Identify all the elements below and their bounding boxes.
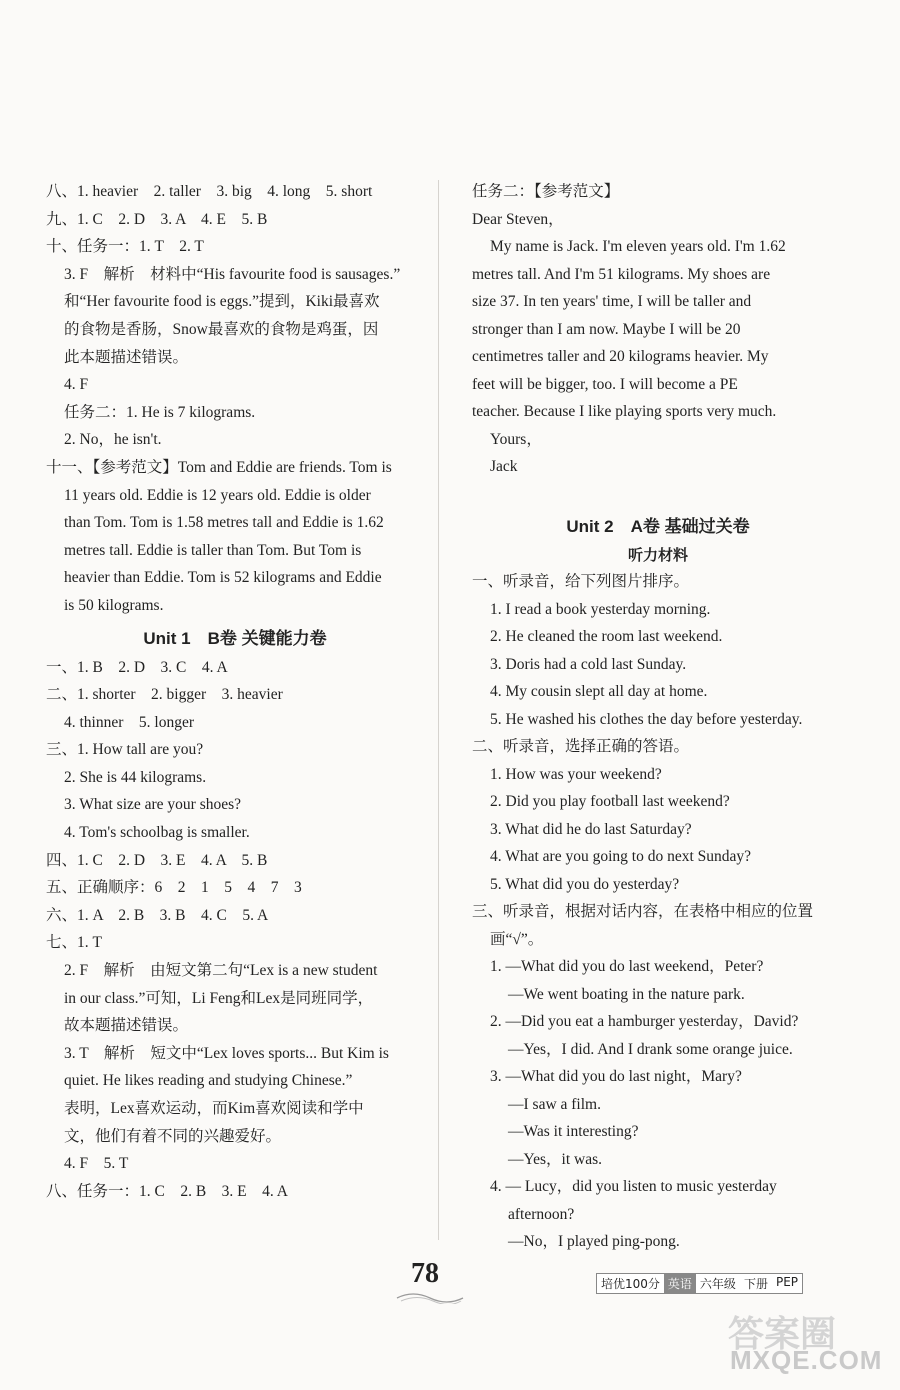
text-line: 3. What did he do last Saturday? — [490, 820, 692, 838]
book-series-tag — [596, 1273, 803, 1294]
text-line: —We went boating in the nature park. — [508, 985, 745, 1003]
text-line: size 37. In ten years' time, I will be taller and — [472, 293, 752, 310]
section-title: Unit 2 A卷 基础过关卷 — [566, 517, 750, 536]
watermark-url: MXQE.COM — [730, 1345, 883, 1375]
watermark-text: 答案圈 — [728, 1314, 837, 1355]
text-line: —Was it interesting? — [508, 1123, 639, 1140]
text-line: 任务二：【参考范文】 — [472, 183, 620, 200]
tag-brand: 培优100分 — [597, 1274, 664, 1293]
text-line: 十一、【参考范文】Tom and Eddie are friends. Tom is — [46, 458, 392, 476]
text-line: —Yes，I did. And I drank some orange juice. — [508, 1040, 793, 1058]
text-line: 任务二：1. He is 7 kilograms. — [64, 403, 256, 421]
text-line: 2. F 解析 由短文第二句“Lex is a new student — [64, 962, 378, 980]
text-line: —No，I played ping-pong. — [508, 1233, 680, 1250]
text-line: 二、听录音，选择正确的答语。 — [472, 738, 690, 755]
text-line: 六、1. A 2. B 3. B 4. C 5. A — [46, 906, 269, 924]
text-line: feet will be bigger, too. I will become a PE — [472, 375, 738, 393]
text-line: 5. What did you do yesterday? — [490, 875, 680, 893]
text-line: 和“Her favourite food is eggs.”提到，Kiki最喜欢 — [64, 293, 380, 311]
text-line: 四、1. C 2. D 3. E 4. A 5. B — [46, 851, 268, 869]
text-line: 1. —What did you do last weekend，Peter? — [490, 958, 764, 975]
text-line: —Yes，it was. — [508, 1150, 603, 1168]
text-line: 画“√”。 — [490, 930, 544, 948]
text-line: 十、任务一：1. T 2. T — [46, 238, 204, 256]
tag-term: 下册 — [740, 1274, 772, 1293]
text-line: 1. I read a book yesterday morning. — [490, 600, 711, 618]
text-line: 故本题描述错误。 — [64, 1017, 189, 1035]
tag-subject: 英语 — [664, 1274, 696, 1293]
text-line: 3. T 解析 短文中“Lex loves sports... But Kim is — [64, 1044, 389, 1062]
text-line: 4. thinner 5. longer — [64, 713, 195, 731]
text-line: afternoon? — [508, 1205, 575, 1223]
left-column — [46, 178, 424, 1205]
text-line: quiet. He likes reading and studying Chinese.” — [64, 1072, 353, 1090]
text-line: 4. What are you going to do next Sunday? — [490, 848, 752, 865]
text-line: 4. — Lucy，did you listen to music yesterday — [490, 1178, 777, 1195]
text-line: 4. My cousin slept all day at home. — [490, 683, 708, 700]
text-line: 4. F — [64, 376, 89, 394]
text-line: 八、1. heavier 2. taller 3. big 4. long 5. short — [46, 183, 373, 200]
text-line: 2. He cleaned the room last weekend. — [490, 628, 723, 645]
tag-edition: PEP — [772, 1274, 802, 1293]
text-line: 表明，Lex喜欢运动，而Kim喜欢阅读和学中 — [64, 1100, 364, 1117]
text-line: 一、听录音，给下列图片排序。 — [472, 573, 690, 590]
text-line: 1. How was your weekend? — [490, 765, 662, 783]
text-line: 七、1. T — [46, 934, 102, 952]
text-line: 三、听录音，根据对话内容，在表格中相应的位置 — [472, 903, 814, 920]
text-line: metres tall. Eddie is taller than Tom. But Tom is — [64, 541, 362, 559]
text-line: 二、1. shorter 2. bigger 3. heavier — [46, 686, 283, 704]
text-line: heavier than Eddie. Tom is 52 kilograms and Eddie — [64, 569, 382, 587]
text-line: 2. No，he isn't. — [64, 431, 162, 449]
text-line: My name is Jack. I'm eleven years old. I'm 1.62 — [490, 238, 786, 255]
text-line: 3. —What did you do last night，Mary? — [490, 1068, 742, 1085]
text-line: 五、正确顺序：6 2 1 5 4 7 3 — [46, 879, 302, 897]
text-line: 一、1. B 2. D 3. C 4. A — [46, 658, 228, 676]
text-line: 11 years old. Eddie is 12 years old. Eddie is older — [64, 486, 371, 504]
text-line: 4. F 5. T — [64, 1155, 129, 1173]
text-line: Jack — [490, 458, 518, 475]
text-line: 3. What size are your shoes? — [64, 796, 242, 814]
text-line: 2. —Did you eat a hamburger yesterday，David? — [490, 1013, 799, 1030]
text-line: 三、1. How tall are you? — [46, 741, 204, 759]
column-divider — [438, 180, 439, 1240]
text-line: centimetres taller and 20 kilograms heavier. My — [472, 348, 769, 365]
text-line: metres tall. And I'm 51 kilograms. My shoes are — [472, 265, 771, 283]
section-subtitle: 听力材料 — [627, 546, 688, 564]
text-line: —I saw a film. — [508, 1095, 601, 1113]
text-line: Dear Steven， — [472, 210, 564, 228]
text-line: 八、任务一：1. C 2. B 3. E 4. A — [46, 1182, 288, 1200]
text-line: teacher. Because I like playing sports very much. — [472, 403, 777, 420]
text-line: 3. F 解析 材料中“His favourite food is sausages.” — [64, 265, 401, 283]
text-line: 文，他们有着不同的兴趣爱好。 — [64, 1127, 282, 1145]
text-line: than Tom. Tom is 1.58 metres tall and Eddie is 1.62 — [64, 514, 384, 532]
text-line: 3. Doris had a cold last Sunday. — [490, 655, 687, 673]
text-line: 九、1. C 2. D 3. A 4. E 5. B — [46, 210, 268, 228]
text-line: in our class.”可知，Li Feng和Lex是同班同学， — [64, 989, 374, 1007]
text-line: is 50 kilograms. — [64, 596, 164, 614]
text-line: 5. He washed his clothes the day before yesterday. — [490, 710, 803, 728]
text-line: 4. Tom's schoolbag is smaller. — [64, 824, 250, 842]
right-column — [472, 178, 844, 1256]
text-line: 此本题描述错误。 — [64, 348, 189, 366]
section-title: Unit 1 B卷 关键能力卷 — [143, 628, 327, 648]
text-line: Yours， — [490, 430, 542, 448]
page-number-ornament — [395, 1290, 465, 1304]
text-line: 2. Did you play football last weekend? — [490, 793, 730, 810]
tag-grade: 六年级 — [696, 1274, 740, 1293]
page-number: 78 — [411, 1258, 439, 1289]
text-line: 2. She is 44 kilograms. — [64, 768, 207, 786]
text-line: 的食物是香肠，Snow最喜欢的食物是鸡蛋，因 — [64, 320, 379, 338]
text-line: stronger than I am now. Maybe I will be 20 — [472, 320, 741, 338]
spacer — [472, 481, 844, 509]
